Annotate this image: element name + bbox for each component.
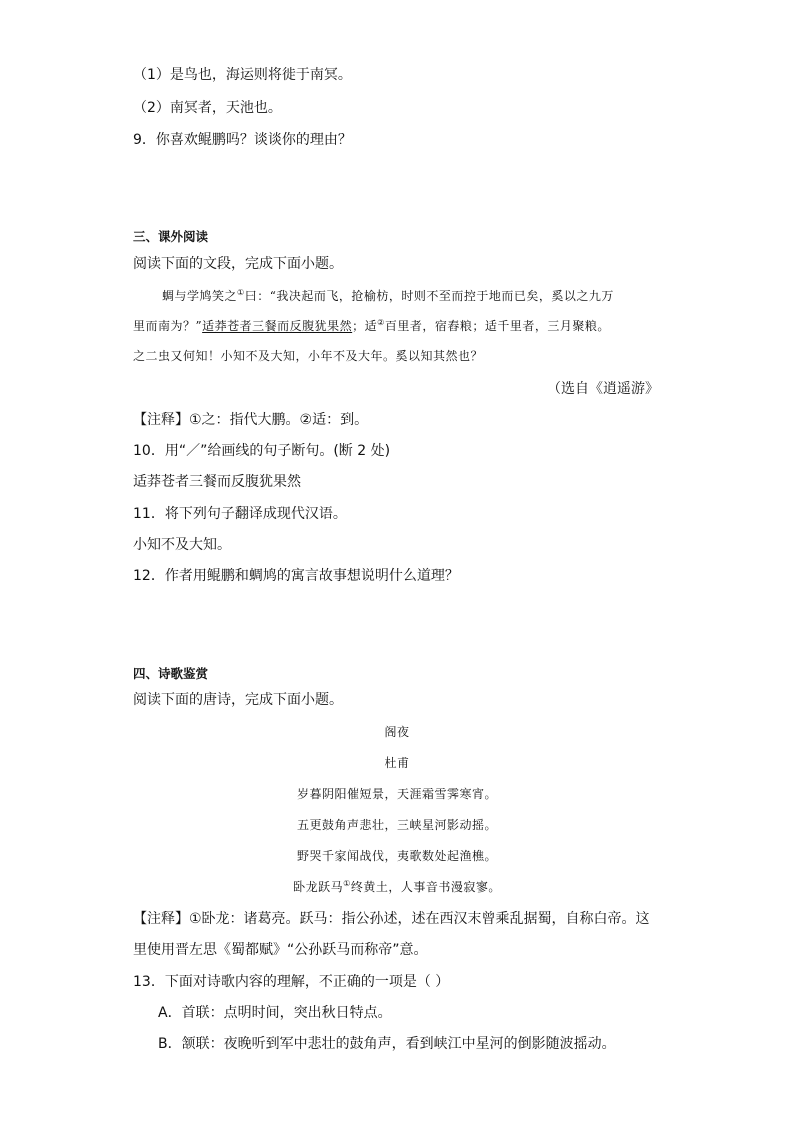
poem-line-4: 卧龙跃马①终黄土，人事音书漫寂寥。 (293, 879, 501, 894)
passage-line-2: 里而南为？”适莽苍者三餐而反腹犹果然；适②百里者，宿舂粮；适千里者，三月聚粮。 (133, 318, 610, 333)
question-11-sentence: 小知不及大知。 (133, 537, 231, 553)
question-10-sentence: 适莽苍者三餐而反腹犹果然 (133, 474, 301, 490)
poem-author: 杜甫 (384, 756, 410, 770)
poem-note-line-2: 里使用晋左思《蜀都赋》“公孙跃马而称帝”意。 (133, 942, 428, 958)
section-4-heading: 四、诗歌鉴赏 (133, 666, 209, 681)
poem-line-3: 野哭千家闻战伐，夷歌数处起渔樵。 (296, 849, 497, 863)
passage-line-3: 之二虫又何知！小知不及大知，小年不及大年。奚以知其然也？ (133, 349, 484, 363)
question-11: 11．将下列句子翻译成现代汉语。 (133, 506, 347, 522)
section-3-instruction: 阅读下面的文段，完成下面小题。 (133, 256, 343, 272)
section-4-instruction: 阅读下面的唐诗，完成下面小题。 (133, 692, 343, 708)
section-3-heading: 三、课外阅读 (133, 229, 209, 244)
question-9: 9．你喜欢鲲鹏吗？谈谈你的理由？ (133, 132, 352, 148)
answer-item-2: （2）南冥者，天池也。 (133, 100, 282, 116)
underlined-sentence: 适莽苍者三餐而反腹犹果然 (202, 319, 353, 333)
poem-line-2: 五更鼓角声悲壮，三峡星河影动摇。 (296, 818, 497, 832)
answer-item-1: （1）是鸟也，海运则将徙于南冥。 (133, 67, 352, 83)
passage-line-1: 蜩与学鸠笑之①曰：“我决起而飞，抢榆枋，时则不至而控于地而已矣，奚以之九万 (162, 288, 614, 303)
poem-line-1: 岁暮阴阳催短景，天涯霜雪霁寒宵。 (296, 787, 497, 801)
poem-title: 阁夜 (384, 725, 410, 739)
option-b: B．颔联：夜晚听到军中悲壮的鼓角声，看到峡江中星河的倒影随波摇动。 (158, 1036, 616, 1052)
question-10: 10．用“／”给画线的句子断句。(断 2 处) (133, 443, 391, 459)
question-12: 12．作者用鲲鹏和蜩鸠的寓言故事想说明什么道理？ (133, 568, 459, 584)
passage-source: （选自《逍遥游》 (547, 381, 659, 397)
option-a: A．首联：点明时间，突出秋日特点。 (158, 1005, 392, 1021)
poem-note-line-1: 【注释】①卧龙：诸葛亮。跃马：指公孙述，述在西汉末曾乘乱据蜀，自称白帝。这 (133, 911, 650, 927)
passage-note: 【注释】①之：指代大鹏。②适：到。 (133, 412, 369, 428)
question-13: 13．下面对诗歌内容的理解，不正确的一项是（ ） (133, 974, 450, 990)
